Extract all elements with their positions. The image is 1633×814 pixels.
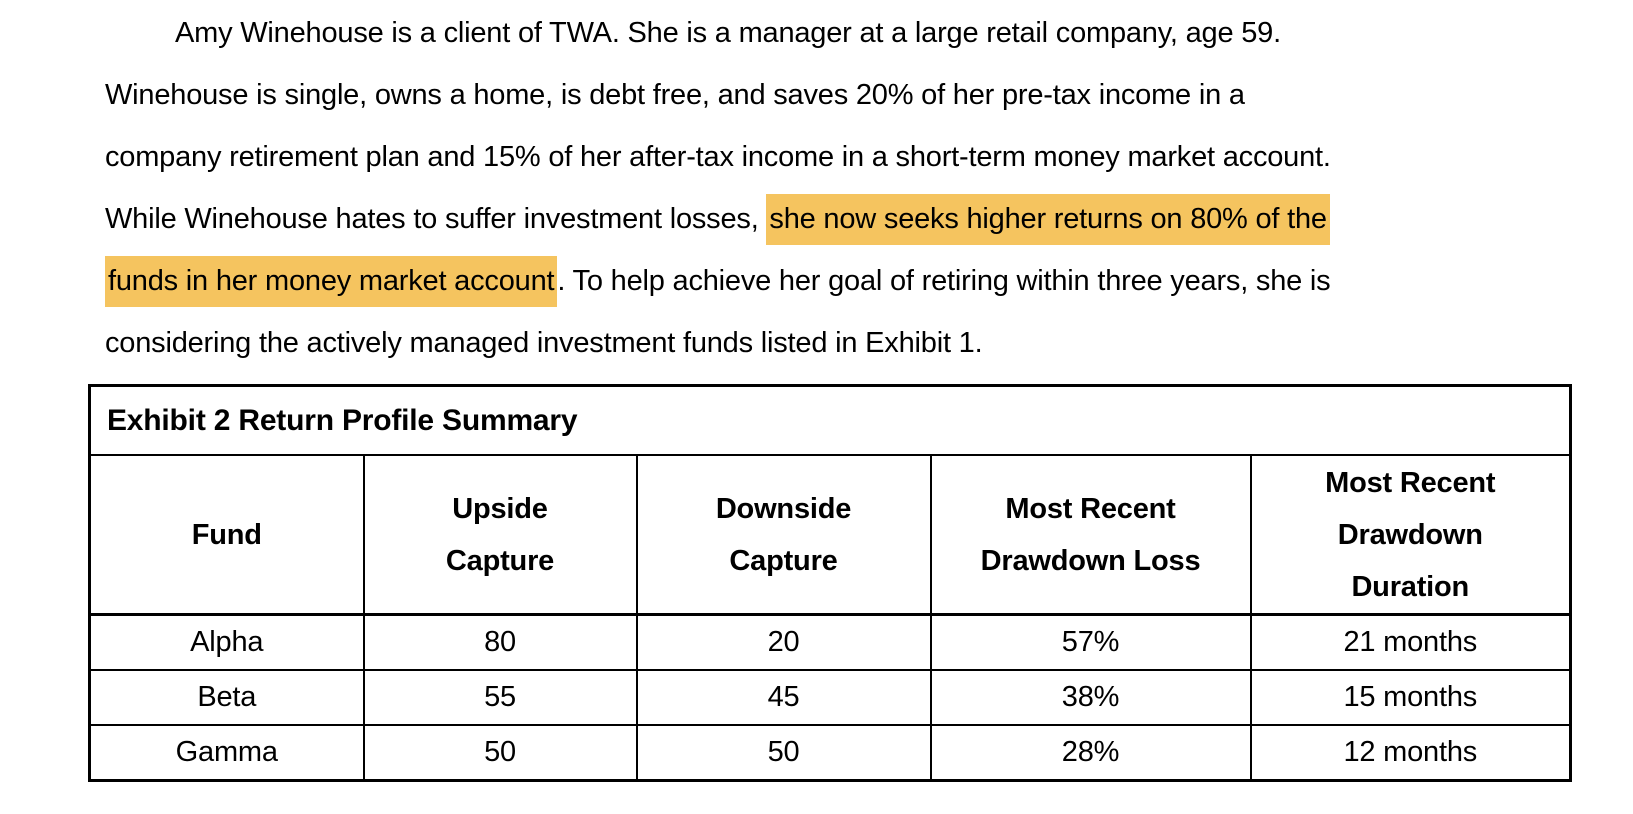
paragraph-line-2 bbox=[105, 64, 1525, 126]
header-line: Duration bbox=[1351, 570, 1470, 603]
paragraph-text: considering the actively managed investment funds listed in Exhibit 1. bbox=[105, 327, 983, 359]
cell-drawdown-loss: 38% bbox=[931, 670, 1251, 725]
paragraph-line-4 bbox=[105, 188, 1525, 250]
header-line: Most Recent bbox=[1005, 492, 1176, 525]
column-header-upside-capture bbox=[364, 455, 637, 615]
header-line: Downside bbox=[715, 492, 852, 525]
cell-drawdown-loss: 28% bbox=[931, 725, 1251, 781]
cell-fund: Alpha bbox=[90, 615, 364, 671]
header-line: Most Recent bbox=[1325, 466, 1496, 499]
table-row-beta bbox=[90, 670, 1571, 725]
cell-drawdown-duration: 12 months bbox=[1251, 725, 1571, 781]
cell-drawdown-loss: 57% bbox=[931, 615, 1251, 671]
cell-upside-capture: 80 bbox=[364, 615, 637, 671]
header-line: Upside bbox=[452, 492, 548, 525]
cell-downside-capture: 20 bbox=[637, 615, 931, 671]
paragraph-text: company retirement plan and 15% of her after-tax income in a short-term money market account. bbox=[105, 141, 1331, 173]
cell-upside-capture: 55 bbox=[364, 670, 637, 725]
header-line: Fund bbox=[191, 518, 262, 551]
cell-downside-capture: 50 bbox=[637, 725, 931, 781]
paragraph-line-1 bbox=[105, 2, 1525, 64]
cell-drawdown-duration: 15 months bbox=[1251, 670, 1571, 725]
cell-downside-capture: 45 bbox=[637, 670, 931, 725]
header-line: Drawdown bbox=[1337, 518, 1483, 551]
paragraph-text: While Winehouse hates to suffer investment losses, bbox=[105, 203, 767, 235]
exhibit-table bbox=[88, 384, 1572, 782]
paragraph-text: Winehouse is single, owns a home, is debt free, and saves 20% of her pre-tax income in a bbox=[105, 79, 1245, 111]
highlighted-text: funds in her money market account bbox=[105, 256, 557, 307]
cell-fund: Gamma bbox=[90, 725, 364, 781]
column-header-drawdown-loss bbox=[931, 455, 1251, 615]
paragraph-text: . To help achieve her goal of retiring within three years, she is bbox=[557, 265, 1331, 297]
paragraph-line-5 bbox=[105, 250, 1525, 312]
header-line: Drawdown Loss bbox=[980, 544, 1201, 577]
column-header-fund bbox=[90, 455, 364, 615]
paragraph-line-6 bbox=[105, 312, 1525, 374]
column-header-drawdown-duration bbox=[1251, 455, 1571, 615]
table-header-row bbox=[90, 455, 1571, 615]
exhibit-title-row bbox=[90, 386, 1571, 456]
paragraph-text: Amy Winehouse is a client of TWA. She is a manager at a large retail company, age 59. bbox=[175, 17, 1281, 49]
paragraph-line-3 bbox=[105, 126, 1525, 188]
header-line: Capture bbox=[445, 544, 555, 577]
cell-drawdown-duration: 21 months bbox=[1251, 615, 1571, 671]
table-row-gamma bbox=[90, 725, 1571, 781]
cell-fund: Beta bbox=[90, 670, 364, 725]
header-line: Capture bbox=[729, 544, 838, 577]
exhibit-title: Exhibit 2 Return Profile Summary bbox=[90, 386, 1571, 456]
case-paragraph bbox=[105, 2, 1525, 374]
highlighted-text: she now seeks higher returns on 80% of the bbox=[766, 194, 1329, 245]
table-row-alpha bbox=[90, 615, 1571, 671]
cell-upside-capture: 50 bbox=[364, 725, 637, 781]
column-header-downside-capture bbox=[637, 455, 931, 615]
